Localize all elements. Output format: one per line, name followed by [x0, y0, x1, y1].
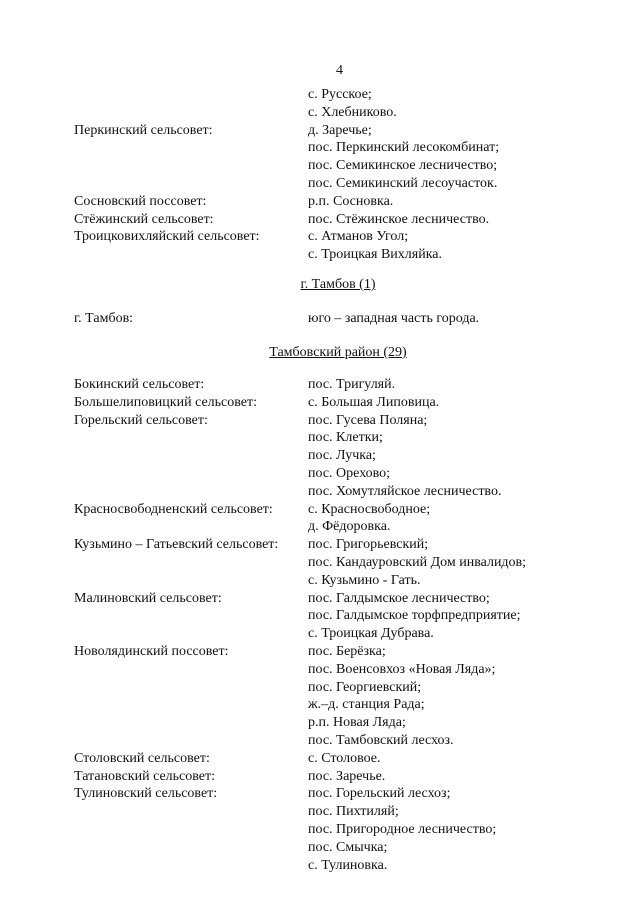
settlement-name: с. Русское;: [308, 87, 372, 102]
page-number: 4: [336, 63, 343, 78]
section-heading-text: Тамбовский район (29): [269, 345, 407, 360]
settlement-name: с. Троицкая Дубрава.: [308, 626, 434, 642]
district-name: Татановский сельсовет:: [74, 768, 216, 784]
settlement-name: с. Атманов Угол;: [308, 229, 409, 245]
district-name: Сосновский поссовет:: [74, 193, 207, 209]
district-name: Горельский сельсовет:: [74, 412, 208, 428]
settlement-name: пос. Смычка;: [308, 839, 388, 855]
settlement-name: с. Кузьмино - Гать.: [308, 572, 421, 588]
settlement-name: пос. Григорьевский;: [308, 537, 429, 553]
settlement-name: пос. Клетки;: [308, 430, 383, 446]
settlement-name: с. Троицкая Вихляйка.: [308, 247, 443, 263]
settlement-name: пос. Тригуляй.: [308, 377, 396, 392]
settlement-name: пос. Пихтиляй;: [308, 804, 399, 820]
settlement-name: пос. Орехово;: [308, 466, 391, 481]
settlement-name: с. Красносвободное;: [308, 501, 431, 517]
settlement-name: с. Большая Липовица.: [308, 394, 440, 410]
district-name: Кузьмино – Гатьевский сельсовет:: [74, 537, 279, 553]
settlement-name: пос. Горельский лесхоз;: [308, 786, 451, 802]
section-heading: [0, 276, 640, 294]
settlement-name: с. Столовое.: [308, 750, 381, 766]
settlement-name: пос. Кандауровский Дом инвалидов;: [308, 555, 527, 570]
settlement-name: пос. Тамбовский лесхоз.: [308, 733, 454, 748]
settlement-name: пос. Галдымское торфпредприятие;: [308, 608, 521, 624]
district-name: Красносвободненский сельсовет:: [74, 501, 273, 517]
settlement-name: пос. Берёзка;: [308, 644, 386, 659]
settlement-name: пос. Заречье.: [308, 768, 386, 784]
settlement-name: с. Хлебниково.: [308, 104, 397, 120]
district-name: Троицковихляйский сельсовет:: [74, 229, 260, 245]
settlement-name: р.п. Сосновка.: [308, 193, 394, 209]
district-name: Столовский сельсовет:: [74, 750, 210, 766]
district-name: Стёжинский сельсовет:: [74, 211, 214, 227]
settlement-name: д. Фёдоровка.: [308, 519, 391, 535]
settlement-name: юго – западная часть города.: [308, 311, 480, 326]
settlement-name: пос. Перкинский лесокомбинат;: [308, 140, 500, 156]
settlement-name: пос. Галдымское лесничество;: [308, 590, 490, 606]
district-name: Бокинский сельсовет:: [74, 377, 205, 392]
district-name: Малиновский сельсовет:: [74, 590, 222, 606]
district-name: Большелиповицкий сельсовет:: [74, 394, 258, 410]
settlement-name: пос. Пригородное лесничество;: [308, 822, 497, 837]
district-name: Тулиновский сельсовет:: [74, 786, 218, 802]
settlement-name: д. Заречье;: [308, 122, 372, 138]
district-name: г. Тамбов:: [74, 311, 134, 326]
settlement-name: с. Тулиновка.: [308, 857, 388, 873]
section-heading: [0, 344, 640, 362]
settlement-name: пос. Семикинское лесничество;: [308, 158, 498, 174]
district-name: Новолядинский поссовет:: [74, 644, 229, 659]
settlement-name: пос. Стёжинское лесничество.: [308, 211, 490, 227]
settlement-name: пос. Гусева Поляна;: [308, 412, 428, 428]
settlement-name: пос. Георгиевский;: [308, 679, 422, 695]
section-heading-text: г. Тамбов (1): [300, 277, 376, 292]
district-name: Перкинский сельсовет:: [74, 122, 213, 138]
settlement-name: пос. Хомутляйское лесничество.: [308, 483, 502, 499]
settlement-name: ж.–д. станция Рада;: [308, 697, 425, 713]
settlement-name: пос. Лучка;: [308, 448, 376, 464]
settlement-name: р.п. Новая Ляда;: [308, 715, 406, 731]
settlement-name: пос. Военсовхоз «Новая Ляда»;: [308, 661, 496, 677]
settlement-name: пос. Семикинский лесоучасток.: [308, 176, 498, 191]
